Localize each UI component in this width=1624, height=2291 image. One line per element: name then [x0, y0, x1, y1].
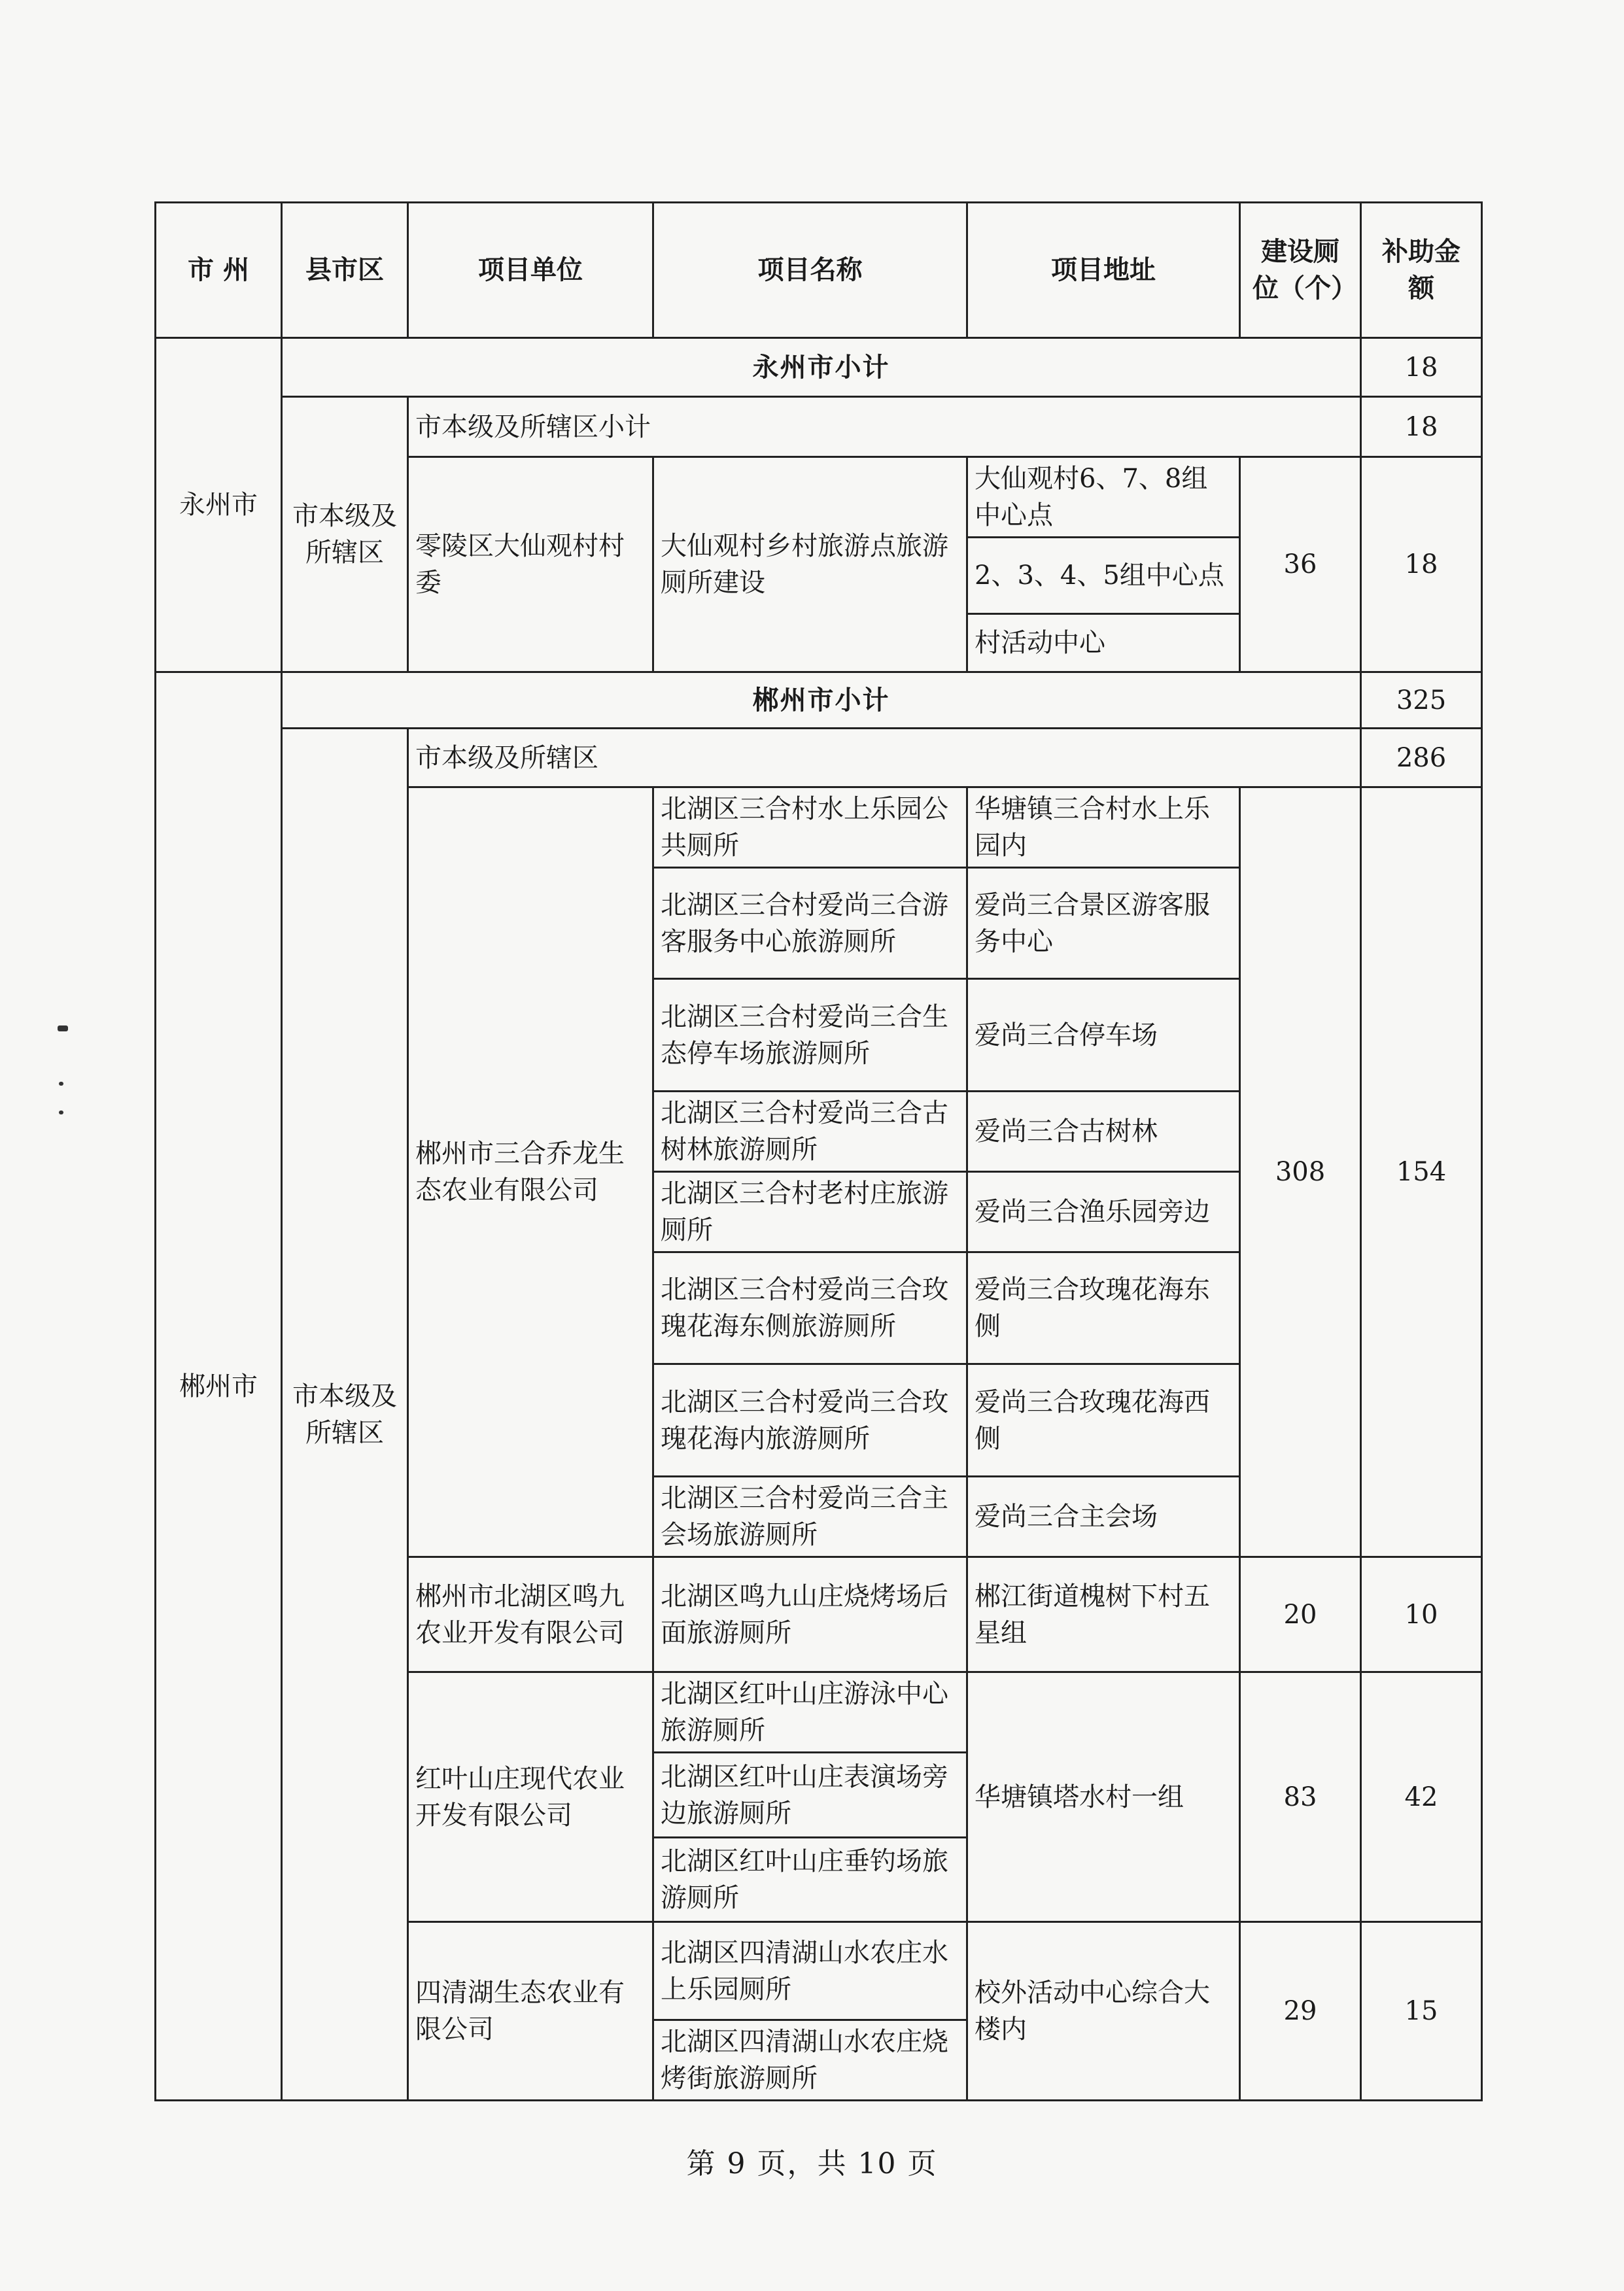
chenzhou-county-subtotal-row [156, 729, 1482, 787]
project-name-cell: 北湖区四清湖山水农庄烧烤街旅游厕所 [653, 2020, 967, 2101]
address-cell: 村活动中心 [967, 614, 1240, 672]
project-name-cell: 北湖区三合村爱尚三合游客服务中心旅游厕所 [653, 868, 967, 979]
unit-cell: 零陵区大仙观村村委 [408, 457, 653, 672]
chenzhou-subtotal-value: 325 [1361, 672, 1482, 729]
project-name-cell: 北湖区三合村爱尚三合玫瑰花海东侧旅游厕所 [653, 1252, 967, 1364]
address-cell: 爱尚三合主会场 [967, 1477, 1240, 1557]
project-name-cell: 北湖区三合村爱尚三合玫瑰花海内旅游厕所 [653, 1364, 967, 1477]
address-cell: 郴江街道槐树下村五星组 [967, 1557, 1240, 1672]
project-name-cell: 北湖区三合村水上乐园公共厕所 [653, 787, 967, 868]
address-cell: 爱尚三合玫瑰花海西侧 [967, 1364, 1240, 1477]
city-chenzhou: 郴州市 [156, 672, 282, 2101]
toilets-cell: 308 [1240, 787, 1361, 1557]
address-cell: 爱尚三合玫瑰花海东侧 [967, 1252, 1240, 1364]
subsidy-cell: 15 [1361, 1922, 1482, 2101]
address-cell: 爱尚三合景区游客服务中心 [967, 868, 1240, 979]
project-name-cell: 北湖区三合村爱尚三合古树林旅游厕所 [653, 1092, 967, 1172]
chenzhou-county-subtotal-value: 286 [1361, 729, 1482, 787]
yongzhou-subtotal-value: 18 [1361, 338, 1482, 397]
project-name-cell: 北湖区四清湖山水农庄水上乐园厕所 [653, 1922, 967, 2020]
unit-cell: 郴州市北湖区鸣九农业开发有限公司 [408, 1557, 653, 1672]
project-name-cell: 北湖区鸣九山庄烧烤场后面旅游厕所 [653, 1557, 967, 1672]
subsidy-cell: 42 [1361, 1672, 1482, 1922]
project-name-cell: 大仙观村乡村旅游点旅游厕所建设 [653, 457, 967, 672]
address-cell: 爱尚三合古树林 [967, 1092, 1240, 1172]
toilets-cell: 29 [1240, 1922, 1361, 2101]
unit-cell: 郴州市三合乔龙生态农业有限公司 [408, 787, 653, 1557]
project-name-cell: 北湖区红叶山庄表演场旁边旅游厕所 [653, 1753, 967, 1838]
header-address: 项目地址 [967, 203, 1240, 338]
toilets-cell: 83 [1240, 1672, 1361, 1922]
page-footer: 第 9 页，共 10 页 [686, 2147, 938, 2180]
unit-cell: 四清湖生态农业有限公司 [408, 1922, 653, 2101]
header-city: 市 州 [156, 203, 282, 338]
chenzhou-subtotal-label: 郴州市小计 [282, 672, 1361, 729]
yongzhou-county-subtotal-value: 18 [1361, 397, 1482, 457]
scan-speck [59, 1111, 63, 1114]
address-cell: 校外活动中心综合大楼内 [967, 1922, 1240, 2101]
project-name-cell: 北湖区三合村老村庄旅游厕所 [653, 1172, 967, 1252]
county-chenzhou: 市本级及所辖区 [282, 729, 408, 2101]
header-toilets: 建设厕位（个） [1240, 203, 1361, 338]
address-cell: 华塘镇塔水村一组 [967, 1672, 1240, 1922]
header-subsidy: 补助金额 [1361, 203, 1482, 338]
subsidy-cell: 10 [1361, 1557, 1482, 1672]
project-name-cell: 北湖区三合村爱尚三合生态停车场旅游厕所 [653, 979, 967, 1092]
project-name-cell: 北湖区红叶山庄游泳中心旅游厕所 [653, 1672, 967, 1753]
address-cell: 爱尚三合渔乐园旁边 [967, 1172, 1240, 1252]
chenzhou-subtotal-row [156, 672, 1482, 729]
yongzhou-subtotal-label: 永州市小计 [282, 338, 1361, 397]
allocation-table-container [154, 201, 1481, 2093]
project-name-cell: 北湖区红叶山庄垂钓场旅游厕所 [653, 1838, 967, 1922]
toilets-cell: 36 [1240, 457, 1361, 672]
subsidy-cell: 154 [1361, 787, 1482, 1557]
address-cell: 华塘镇三合村水上乐园内 [967, 787, 1240, 868]
unit-cell: 红叶山庄现代农业开发有限公司 [408, 1672, 653, 1922]
city-yongzhou: 永州市 [156, 338, 282, 672]
toilets-cell: 20 [1240, 1557, 1361, 1672]
header-county: 县市区 [282, 203, 408, 338]
address-cell: 爱尚三合停车场 [967, 979, 1240, 1092]
scan-speck [59, 1082, 63, 1086]
address-cell: 2、3、4、5组中心点 [967, 538, 1240, 614]
chenzhou-county-subtotal-label: 市本级及所辖区 [408, 729, 1361, 787]
yongzhou-subtotal-row [156, 338, 1482, 397]
yongzhou-county-subtotal-label: 市本级及所辖区小计 [408, 397, 1361, 457]
county-yongzhou: 市本级及所辖区 [282, 397, 408, 672]
header-unit: 项目单位 [408, 203, 653, 338]
allocation-table [154, 201, 1483, 2101]
header-name: 项目名称 [653, 203, 967, 338]
yongzhou-county-subtotal-row [156, 397, 1482, 457]
project-name-cell: 北湖区三合村爱尚三合主会场旅游厕所 [653, 1477, 967, 1557]
scan-speck [58, 1025, 68, 1031]
address-cell: 大仙观村6、7、8组中心点 [967, 457, 1240, 538]
header-row [156, 203, 1482, 338]
subsidy-cell: 18 [1361, 457, 1482, 672]
